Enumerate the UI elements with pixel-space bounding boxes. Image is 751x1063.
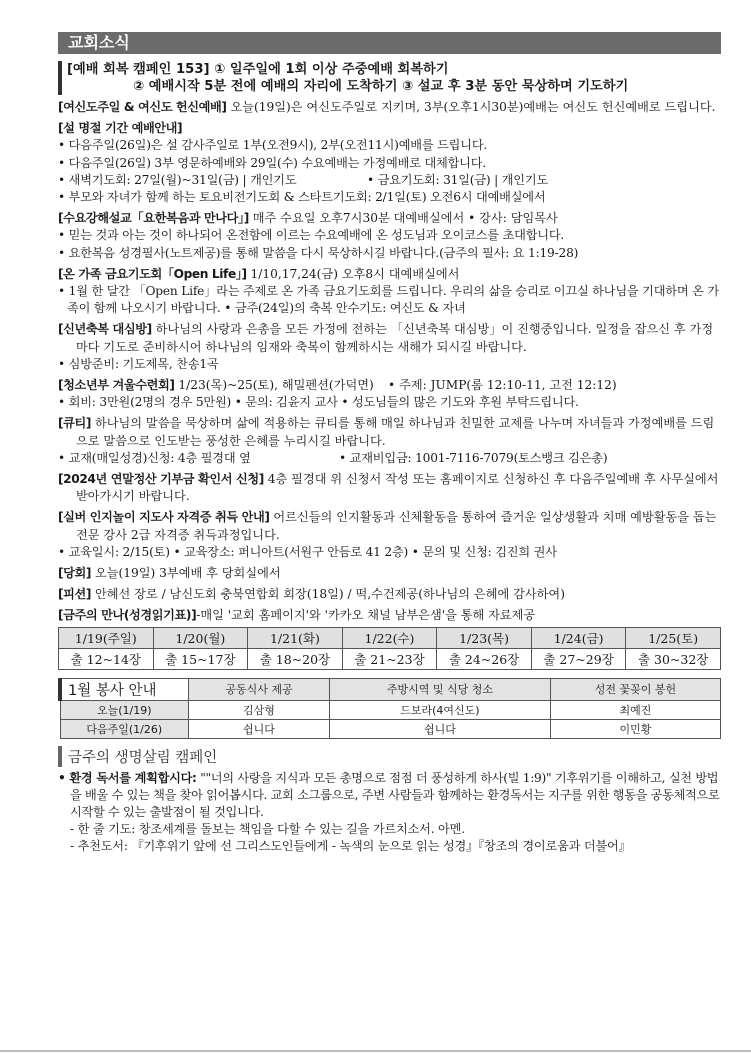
notice-fishing xyxy=(58,586,721,603)
notice-bullet: • 교재(매일성경)신청: 4층 필경대 옆 xyxy=(58,450,251,465)
notice-bullet: • 교재비입금: 1001-7116-7079(토스뱅크 김은총) xyxy=(339,450,608,465)
reading-cell: 출 27~29장 xyxy=(531,648,626,669)
notice-text: • 주제: JUMP(롬 12:10-11, 고전 12:12) xyxy=(388,378,617,393)
day-cell: 1/19(주일) xyxy=(59,627,154,648)
life-campaign-lead: • 환경 독서를 계획합시다: xyxy=(58,770,197,785)
notice-text: 오늘(19일) 3부예배 후 당회실에서 xyxy=(91,566,281,581)
table-row xyxy=(60,700,721,719)
notice-new-year-visit xyxy=(58,321,721,373)
notice-wednesday-sermon xyxy=(58,210,721,262)
notice-bullet: • 부모와 자녀가 함께 하는 토요비전기도회 & 스타트기도회: 2/1일(토) 오전6시 대예배실에서 xyxy=(58,190,546,205)
notice-session xyxy=(58,565,721,582)
notice-text: -매일 '교회 홈페이지'와 '카카오 채널 남부은샘'을 통해 자료제공 xyxy=(196,608,536,623)
notice-title: [2024년 연말정산 기부금 확인서 신청] xyxy=(58,472,264,487)
notice-youth-retreat xyxy=(58,377,721,411)
notice-bullet: • 교육일시: 2/15(토) • 교육장소: 퍼니아트(서원구 안듬로 41 2층) • 문의 및 신청: 김진희 권사 xyxy=(58,544,557,559)
reading-cell: 출 21~23장 xyxy=(342,648,437,669)
row-label: 오늘(1/19) xyxy=(60,700,189,719)
campaign-line-1: [예배 회복 캠페인 153] ① 일주일에 1회 이상 주중예배 회복하기 xyxy=(67,62,449,77)
notice-donation-receipt xyxy=(58,471,721,505)
notice-bullet: • 새벽기도회: 27일(월)~31일(금) | 개인기도 xyxy=(58,172,297,187)
reading-cell: 출 12~14장 xyxy=(59,648,154,669)
reading-cell: 출 24~26장 xyxy=(437,648,532,669)
day-cell: 1/25(토) xyxy=(626,627,721,648)
bottom-divider xyxy=(0,1050,751,1052)
notice-text: 오늘(19일)은 여신도주일로 지키며, 3부(오후1시30분)예배는 여신도 헌신예배로 드립니다. xyxy=(226,100,716,114)
notice-text: 매주 수요일 오후7시30분 대예배실에서 • 강사: 담임목사 xyxy=(248,211,558,226)
bible-reading-table xyxy=(58,627,721,670)
notice-text: 하나님의 사랑과 은총을 모든 가정에 전하는 「신년축복 대심방」이 진행중입니다. 일정을 잡으신 후 가정마다 기도로 준비하시어 하나님의 임재와 축복이 함께하시는 새해가 되시길 바랍니다. xyxy=(76,322,714,354)
notice-text: 어르신들의 인지활동과 신체활동을 통하여 즐거운 일상생활과 치매 예방활동을 돕는 전문 강사 2급 자격증 취득과정입니다. xyxy=(76,510,717,542)
table-cell: 쉽니다 xyxy=(189,719,330,738)
campaign-line-2: ② 예배시작 5분 전에 예배의 자리에 도착하기 ③ 설교 후 3분 동안 묵상하며 기도하기 xyxy=(133,79,629,94)
notice-bible-reading xyxy=(58,607,721,624)
day-cell: 1/22(수) xyxy=(342,627,437,648)
notice-holiday-worship xyxy=(58,120,721,206)
life-campaign-books: - 추천도서: 『기후위기 앞에 선 그리스도인들에게 - 녹색의 눈으로 읽는 성경』『창조의 경이로움과 더불어』 xyxy=(70,838,631,853)
day-cell: 1/21(화) xyxy=(248,627,343,648)
service-table-title: 1월 봉사 안내 xyxy=(60,678,189,700)
notice-title: [당회] xyxy=(58,566,92,581)
notice-text: 4층 필경대 위 신청서 작성 또는 홈페이지로 신청하신 후 다음주일예배 후 사무실에서 받아가시기 바랍니다. xyxy=(76,472,719,504)
campaign-banner xyxy=(58,61,721,95)
reading-cell: 출 18~20장 xyxy=(248,648,343,669)
notice-text: 1/23(목)~25(토), 해밀펜션(가덕면) xyxy=(174,378,374,393)
day-cell: 1/23(목) xyxy=(437,627,532,648)
reading-cell: 출 30~32장 xyxy=(626,648,721,669)
notice-title: [피션] xyxy=(58,587,92,602)
notice-text: 하나님의 말씀을 묵상하며 삶에 적용하는 큐티를 통해 매일 하나님과 친밀한 교제를 나누며 자녀들과 가정예배를 드림으로 말씀으로 인도받는 풍성한 은혜를 누리시길 바랍니다. xyxy=(76,416,715,448)
notice-bullet: • 믿는 것과 아는 것이 하나되어 온전함에 이르는 수요예배에 온 성도님과 오이코스를 초대합니다. xyxy=(58,228,565,243)
table-cell: 최예진 xyxy=(550,700,720,719)
life-campaign-title: 금주의 생명살림 캠페인 xyxy=(58,746,721,767)
notice-qt xyxy=(58,415,721,467)
column-header: 성전 꽃꽂이 봉헌 xyxy=(550,678,720,700)
notice-womens-sunday xyxy=(58,99,721,116)
notice-title: [설 명절 기간 예배안내] xyxy=(58,121,183,136)
life-campaign-body xyxy=(58,770,721,855)
table-cell: 김삼형 xyxy=(189,700,330,719)
table-cell: 이민황 xyxy=(550,719,720,738)
table-cell: 쉽니다 xyxy=(329,719,550,738)
notice-bullet: • 회비: 3만원(2명의 경우 5만원) • 문의: 김윤지 교사 • 성도님들의 많은 기도와 후원 부탁드립니다. xyxy=(58,395,579,410)
table-row xyxy=(59,648,721,669)
notice-title: [온 가족 금요기도회「Open Life」] xyxy=(58,266,247,281)
life-campaign-text: ""너의 사랑을 지식과 모든 총명으로 점점 더 풍성하게 하사(빌 1:9)" 기후위기를 이해하고, 실천 방법을 배울 수 있는 책을 찾아 읽어봅시다. 교회 소그룹으로, 주변 사람들과 함께하는 환경독서는 지구를 위한 행동을 공동체적으로 시작할 수 있는 출발점이 될 것입니다. xyxy=(70,770,720,819)
notice-title: [금주의 만나(성경읽기표)] xyxy=(58,608,197,623)
notice-text: 안혜선 장로 / 남신도회 충북연합회 회장(18일) / 떡,수건제공(하나님의 은혜에 감사하여) xyxy=(91,587,565,602)
notice-bullet: • 금요기도회: 31일(금) | 개인기도 xyxy=(367,172,549,187)
bulletin-page xyxy=(58,32,721,855)
service-table xyxy=(58,678,721,739)
notice-title: [신년축복 대심방] xyxy=(58,322,152,337)
notice-friday-prayer xyxy=(58,266,721,318)
notice-bullet: • 심방준비: 기도제목, 찬송1곡 xyxy=(58,356,219,371)
notice-title: [실버 인지놀이 지도사 자격증 취득 안내] xyxy=(58,510,270,525)
column-header: 공동식사 제공 xyxy=(189,678,330,700)
reading-cell: 출 15~17장 xyxy=(153,648,248,669)
notice-bullet: • 요한복음 성경필사(노트제공)를 통해 말씀을 다시 묵상하시길 바랍니다.(금주의 필사: 요 1:19-28) xyxy=(58,245,579,260)
notice-title: [여신도주일 & 여신도 헌신예배] xyxy=(58,100,227,114)
row-label: 다음주일(1/26) xyxy=(60,719,189,738)
table-row xyxy=(60,719,721,738)
notice-title: [수요강해설교「요한복음과 만나다」] xyxy=(58,211,249,226)
notice-text: 1/10,17,24(금) 오후8시 대예배실에서 xyxy=(246,266,460,281)
notice-bullet: • 다음주일(26일) 3부 영문하예배와 29일(수) 수요예배는 가정예배로 대체합니다. xyxy=(58,155,486,170)
notice-bullet: • 다음주일(26일)은 설 감사주일로 1부(오전9시), 2부(오전11시)예배를 드립니다. xyxy=(58,138,488,153)
notice-bullet: • 1월 한 달간 「Open Life」라는 주제로 온 가족 금요기도회를 드립니다. 우리의 삶을 승리로 이끄실 하나님을 기대하며 온 가족이 함께 나오시기 바랍니다. • 금주(24일)의 축복 안수기도: 여신도 & 자녀 xyxy=(58,284,719,316)
table-row xyxy=(60,678,721,700)
column-header: 주방시역 및 식당 청소 xyxy=(329,678,550,700)
life-campaign-prayer: - 한 줄 기도: 창조세계를 돌보는 책임을 다할 수 있는 길을 가르치소서. 아멘. xyxy=(70,821,465,836)
table-row xyxy=(59,627,721,648)
notice-silver-certificate xyxy=(58,509,721,561)
day-cell: 1/20(월) xyxy=(153,627,248,648)
notice-title: [큐티] xyxy=(58,416,92,431)
table-cell: 드보라(4여신도) xyxy=(329,700,550,719)
notice-title: [청소년부 겨울수련회] xyxy=(58,378,175,393)
section-header: 교회소식 xyxy=(58,32,721,54)
day-cell: 1/24(금) xyxy=(531,627,626,648)
